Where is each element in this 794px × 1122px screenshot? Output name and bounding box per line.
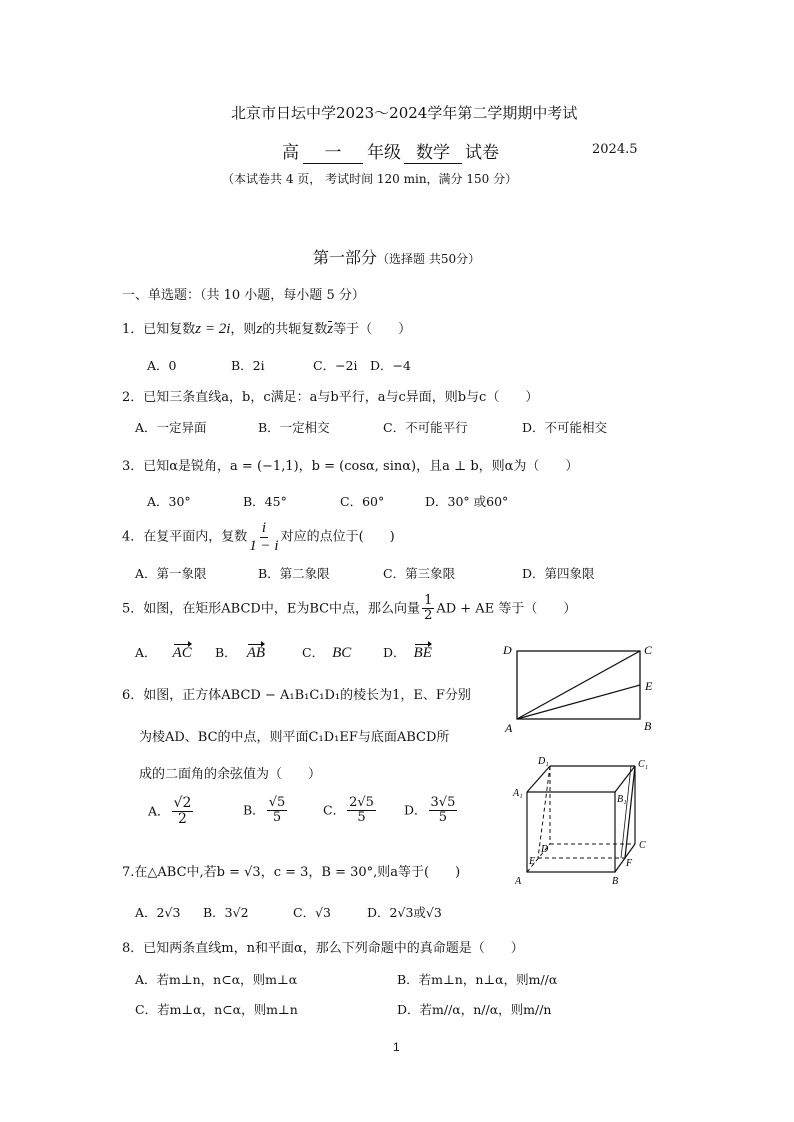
q2-option-a: A．一定异面 [135,420,207,435]
segment-ac [517,651,640,719]
q6-option-c-letter: C． [323,802,346,818]
q4-option-b: B．第二象限 [258,566,330,581]
q4-option-a: A．第一象限 [135,566,207,581]
question-3: 3．已知α是锐角，a = (−1,1)，b = (cosα, sinα)，且a ⊥ b，则α为（ ） [122,459,579,474]
part-note: （选择题 共50分） [377,252,481,266]
q1-option-d: D．−4 [370,358,411,373]
q3-option-b: B．45° [243,494,287,509]
q3-option-d: D．30° 或60° [425,494,509,509]
label-e: E [529,856,536,867]
q1-option-a: A．0 [147,358,177,373]
label-b1: B₁ [617,794,627,805]
q4-stem-b: 对应的点位于( ) [280,529,395,545]
q7-option-d: D．2√3或√3 [367,905,442,920]
q6-option-d [404,796,459,826]
q5-option-b [215,643,265,662]
q5-option-a [135,643,192,662]
label-a: A [515,876,522,887]
q5-stem-a: 5．如图，在矩形ABCD中，E为BC中点，那么向量 [122,601,421,617]
q4-stem-a: 4．在复平面内，复数 [122,529,248,545]
q6-option-b-letter: B． [243,802,265,818]
q8-option-b: B．若m⊥n，n⊥α，则m//α [397,972,558,987]
q5-option-b-letter: B． [215,645,237,660]
q2-option-c: C．不可能平行 [383,420,468,435]
q7-option-a: A．2√3 [135,905,181,920]
q5-option-a-letter: A． [135,645,157,660]
q1-stem-d: 等于（ ） [333,322,412,337]
q4-option-d: D．第四象限 [522,566,595,581]
q2-option-d: D．不可能相交 [522,420,608,435]
q1-equation: z = 2i [195,321,231,337]
q6-option-b-den: 5 [272,810,282,826]
label-d: D [541,844,549,855]
q3-option-c: C．60° [340,494,385,509]
exam-title: 北京市日坛中学2023～2024学年第二学期期中考试 [231,104,578,122]
part-heading [313,245,480,268]
q8-option-a: A．若m⊥n，n⊂α，则m⊥α [135,972,298,987]
edge-a1d1 [527,766,550,792]
q1-stem-b: ，则 [230,322,257,337]
label-b: B [612,876,619,887]
q1-stem-c: 的共轭复数 [262,322,328,337]
label-d: D [503,643,512,657]
cube-figure [505,752,665,887]
cube-front-face [527,792,615,872]
label-f: F [626,858,633,869]
section-title: 一、单选题：（共 10 小题，每小题 5 分） [122,288,365,303]
exam-info: （本试卷共 4 页， 考试时间 120 min，满分 150 分） [222,172,518,186]
label-c: C [644,643,653,657]
subject-value: 数学 [404,138,462,164]
q5-half-numerator: 1 [424,593,433,608]
question-6-line-2: 为棱AD、BC的中点，则平面C₁D₁EF与底面ABCD所 [139,730,450,745]
question-6-line-3: 成的二面角的余弦值为（ ） [139,767,322,782]
grade-prefix: 高 [282,143,299,163]
q5-option-b-vector: AB [246,645,266,661]
q6-option-c-num: 2√5 [349,795,374,810]
q6-option-b-num: √5 [268,795,286,810]
q5-option-d-letter: D． [383,645,406,660]
exam-date: 2024.5 [592,142,638,157]
q5-half [422,594,434,624]
q8-option-d: D．若m//α，n//α，则m//n [397,1002,552,1017]
q6-option-d-den: 5 [438,810,448,826]
label-a: A [505,721,513,735]
q5-option-c-vector: BC [332,645,352,661]
rectangle-figure [500,640,670,740]
question-7: 7.在△ABC中,若b = √3，c = 3，B = 30°,则a等于( ) [122,865,461,880]
q6-option-a-den: 2 [177,811,187,828]
label-a1: A₁ [513,788,523,799]
q7-option-b: B．3√2 [203,905,249,920]
q2-option-b: B．一定相交 [258,420,330,435]
question-2: 2．已知三条直线a，b，c满足：a与b平行，a与c异面，则b与c（ ） [122,390,539,405]
grade-line [282,138,499,164]
q8-option-c: C．若m⊥α，n⊂α，则m⊥n [135,1002,298,1017]
label-d1: D₁ [538,756,549,767]
subject-suffix: 试卷 [465,143,499,163]
q6-option-d-letter: D． [404,802,427,818]
label-c1: C₁ [638,759,649,770]
question-1 [122,318,411,338]
q1-z: z [256,321,263,337]
q4-option-c: C．第三象限 [383,566,456,581]
q6-option-a [148,796,195,828]
q6-option-a-num: √2 [173,795,192,811]
label-b: B [644,719,652,733]
q1-option-c: C．−2i [313,358,358,373]
question-6-line-1: 6．如图，正方体ABCD − A₁B₁C₁D₁的棱长为1，E、F分别 [122,688,471,703]
q5-option-c [302,643,351,662]
grade-suffix: 年级 [367,143,401,163]
q1-option-b: B．2i [231,358,265,373]
q6-option-d-num: 3√5 [430,795,456,810]
q6-option-c-den: 5 [357,810,366,826]
q4-numerator: i [261,520,267,536]
segment-ae [517,685,640,719]
q1-conjugate-z: z [327,321,334,337]
question-4 [122,520,395,554]
q5-half-denominator: 2 [424,608,433,624]
page-number: 1 [393,1040,400,1054]
q5-option-d [383,643,432,662]
q6-option-b [243,796,289,826]
q5-option-d-vector: BE [413,645,432,661]
q5-option-c-letter: C． [302,645,325,660]
part-title: 第一部分 [313,248,378,267]
q5-option-a-vector: AC [172,645,192,661]
q1-stem-a: 1．已知复数 [122,322,196,337]
question-8: 8．已知两条直线m，n和平面α，那么下列命题中的真命题是（ ） [122,941,524,956]
label-e: E [645,679,653,693]
q5-stem-b: AD + AE 等于（ ） [436,601,577,617]
q4-denominator: 1 − i [249,537,279,554]
label-c: C [639,840,646,851]
grade-value: 一 [303,138,363,164]
q4-fraction [249,520,278,554]
q7-option-c: C．√3 [293,905,331,920]
q6-option-c [323,796,378,826]
q3-option-a: A．30° [147,494,191,509]
question-5 [122,594,576,624]
q6-option-a-letter: A． [148,803,170,819]
